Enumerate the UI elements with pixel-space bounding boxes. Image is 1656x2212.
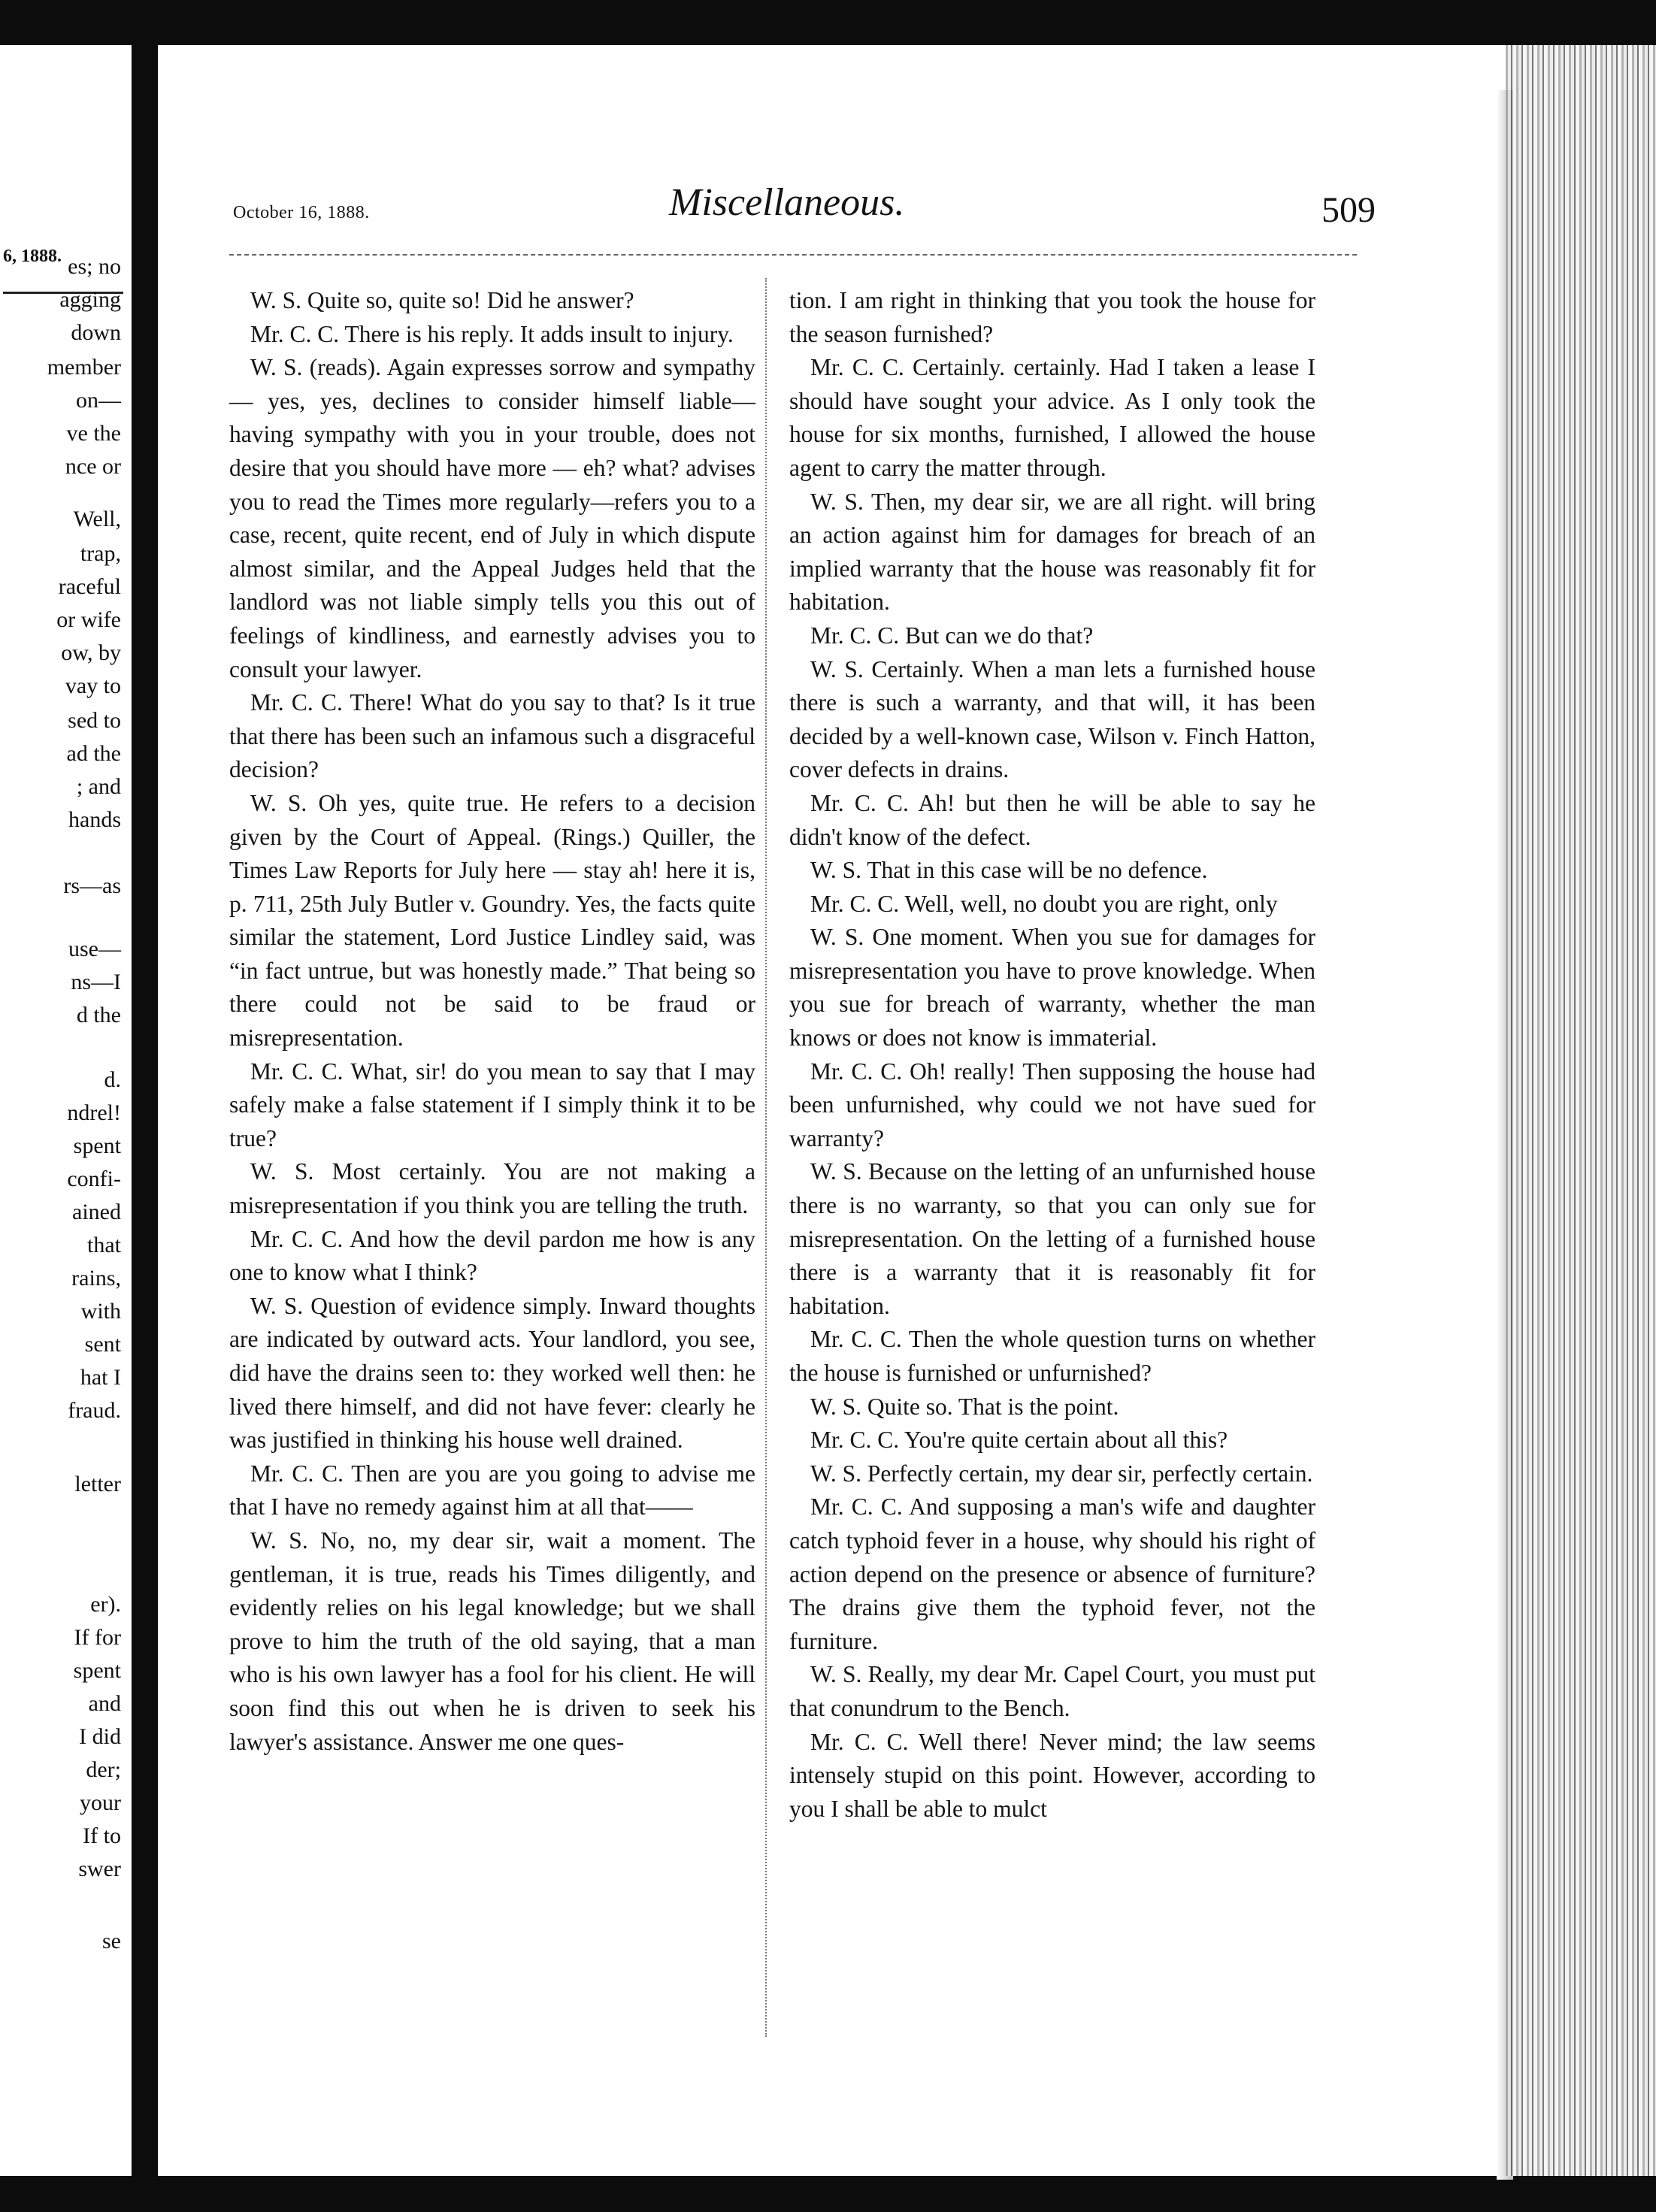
paragraph: Mr. C. C. And how the devil pardon me how is any one to know what I think? xyxy=(229,1225,755,1286)
previous-page-line: ained xyxy=(72,1200,121,1224)
scan-border-bottom xyxy=(0,2176,1656,2212)
previous-page-date: 6, 1888. xyxy=(3,247,62,266)
previous-page-line: ow, by xyxy=(61,640,121,665)
previous-page-line: and xyxy=(88,1691,121,1716)
paragraph: Mr. C. C. Then are you are you going to advise me that I have no remedy against him at all that—— xyxy=(229,1460,755,1521)
page-header xyxy=(233,180,1376,241)
page-number: 509 xyxy=(1321,190,1376,230)
previous-page-line: agging xyxy=(59,287,121,312)
paragraph: Mr. C. C. Oh! really! Then supposing the house had been unfurnished, why could we not have sued for warranty? xyxy=(789,1058,1315,1151)
previous-page-line: letter xyxy=(74,1472,121,1496)
previous-page-line: hat I xyxy=(80,1365,121,1390)
previous-page-line: confi- xyxy=(67,1167,121,1191)
previous-page-line: raceful xyxy=(58,574,121,599)
previous-page-line: se xyxy=(102,1929,121,1953)
paragraph: tion. I am right in thinking that you took the house for the season furnished? xyxy=(789,287,1315,347)
header-rule xyxy=(229,254,1357,256)
paragraph: Mr. C. C. You're quite certain about all this? xyxy=(810,1427,1228,1454)
previous-page-line: fraud. xyxy=(68,1398,121,1423)
previous-page-line: or wife xyxy=(56,607,121,632)
previous-page-line: with xyxy=(80,1299,121,1324)
paragraph: W. S. One moment. When you sue for damages for misrepresentation you have to prove knowledge. When you sue for breach of warranty, whether the man knows or does not know is immaterial. xyxy=(789,924,1315,1052)
paragraph: Mr. C. C. There is his reply. It adds insult to injury. xyxy=(250,320,734,347)
scan-border-top xyxy=(0,0,1656,45)
paragraph: Mr. C. C. But can we do that? xyxy=(810,622,1094,649)
paragraph: Mr. C. C. Well, well, no doubt you are right, only xyxy=(810,890,1278,917)
previous-page-line: rains, xyxy=(71,1266,121,1291)
paragraph: W. S. Oh yes, quite true. He refers to a decision given by the Court of Appeal. (Rings.) Quiller, the Times Law Reports for July here — stay ah! here it is, p. 711, 25th July Butler v. Goundry. Yes, the facts quite similar the statement, Lord Justice Lindley said, was “in fact untrue, but was honestly made.” That being so there could not be said to be fraud or misrepresentation. xyxy=(229,789,755,1052)
running-date: October 16, 1888. xyxy=(233,203,370,222)
paragraph: W. S. Most certainly. You are not making a misrepresentation if you think you are telling the truth. xyxy=(229,1158,755,1219)
previous-page-line: d. xyxy=(104,1067,121,1092)
previous-page-line: use— xyxy=(68,937,121,961)
previous-page-line: es; no xyxy=(68,254,121,279)
paragraph: Mr. C. C. Certainly. certainly. Had I taken a lease I should have sought your advice. As I only took the house for six months, furnished, I allowed the house agent to carry the matter through. xyxy=(789,354,1315,481)
previous-page-line: spent xyxy=(73,1133,121,1158)
previous-page-line: spent xyxy=(73,1658,121,1683)
previous-page-line: your xyxy=(80,1790,121,1815)
paragraph: W. S. (reads). Again expresses sorrow and sympathy — yes, yes, declines to consider himself liable—having sympathy with you in your trouble, does not desire that you should have more — eh? what? advises you to read the Times more regularly—refers you to a case, recent, quite recent, end of July in which dispute almost similar, and the Appeal Judges held that the landlord was not liable simply tells you this out of feelings of kindliness, and earnestly advises you to consult your lawyer. xyxy=(229,354,755,682)
previous-page-line: hands xyxy=(68,807,121,832)
previous-page-line: member xyxy=(47,355,121,380)
column-divider xyxy=(765,278,767,2037)
paragraph: Mr. C. C. There! What do you say to that? Is it true that there has been such an infamous such a disgraceful decision? xyxy=(229,689,755,783)
previous-page-line: swer xyxy=(78,1856,121,1881)
paragraph: W. S. Then, my dear sir, we are all right. will bring an action against him for damages for breach of an implied warranty that the house was reasonably fit for habitation. xyxy=(789,488,1315,616)
previous-page-line: Well, xyxy=(73,507,121,531)
previous-page-fragment xyxy=(0,45,142,2176)
paragraph: W. S. Quite so. That is the point. xyxy=(810,1393,1119,1420)
previous-page-line: d the xyxy=(76,1003,121,1027)
paragraph: W. S. Really, my dear Mr. Capel Court, you must put that conundrum to the Bench. xyxy=(789,1661,1315,1721)
previous-page-line: I did xyxy=(79,1724,121,1749)
previous-page-line: If to xyxy=(83,1823,121,1848)
previous-page-line: nce or xyxy=(65,454,121,479)
previous-page-line: rs—as xyxy=(63,873,121,898)
previous-page-line: ns—I xyxy=(71,970,121,994)
previous-page-line: ve the xyxy=(66,421,121,446)
previous-page-line: sent xyxy=(84,1332,121,1357)
previous-page-line: If for xyxy=(74,1625,121,1650)
paragraph: W. S. That in this case will be no defence. xyxy=(810,857,1208,884)
previous-page-line: vay to xyxy=(65,673,121,698)
previous-page-line: down xyxy=(71,320,121,345)
paragraph: Mr. C. C. What, sir! do you mean to say that I may safely make a false statement if I simply think it to be true? xyxy=(229,1058,755,1151)
previous-page-line: on— xyxy=(76,388,121,413)
previous-page-line: ; and xyxy=(76,774,121,799)
paragraph: Mr. C. C. Ah! but then he will be able to say he didn't know of the defect. xyxy=(789,789,1315,850)
paragraph: Mr. C. C. And supposing a man's wife and daughter catch typhoid fever in a house, why should his right of action depend on the presence or absence of furniture? The drains give them the typhoid fever, not the furniture. xyxy=(789,1493,1315,1654)
previous-page-line: er). xyxy=(90,1592,121,1617)
paragraph: Mr. C. C. Well there! Never mind; the law seems intensely stupid on this point. However, according to you I shall be able to mulct xyxy=(789,1728,1315,1822)
paragraph: Mr. C. C. Then the whole question turns on whether the house is furnished or unfurnished? xyxy=(789,1326,1315,1386)
page-spine-noise xyxy=(1506,45,1656,2176)
paragraph: W. S. Certainly. When a man lets a furnished house there is such a warranty, and that will, it has been decided by a well-known case, Wilson v. Finch Hatton, cover defects in drains. xyxy=(789,655,1315,783)
right-column xyxy=(789,284,1315,1826)
paragraph: W. S. Question of evidence simply. Inward thoughts are indicated by outward acts. Your landlord, you see, did have the drains seen to: they worked well then: he lived there himself, and did not have fever: clearly he was justified in thinking his house well drained. xyxy=(229,1292,755,1454)
paragraph: W. S. Perfectly certain, my dear sir, perfectly certain. xyxy=(810,1460,1313,1487)
paragraph: W. S. Because on the letting of an unfurnished house there is no warranty, so that you can only sue for misrepresentation. On the letting of a furnished house there is a warranty that it is reasonably fit for habitation. xyxy=(789,1158,1315,1319)
previous-page-line: ad the xyxy=(66,741,121,766)
previous-page-line: trap, xyxy=(80,541,121,566)
previous-page-line: sed to xyxy=(68,708,121,733)
previous-page-line: ndrel! xyxy=(67,1100,121,1125)
paragraph: W. S. No, no, my dear sir, wait a moment. The gentleman, it is true, reads his Times diligently, and evidently relies on his legal knowledge; but we shall prove to him the truth of the old saying, that a man who is his own lawyer has a fool for his client. He will soon find this out when he is driven to seek his lawyer's assistance. Answer me one ques- xyxy=(229,1527,755,1755)
previous-page-line: der; xyxy=(86,1757,121,1782)
previous-page-line: that xyxy=(87,1233,121,1257)
running-title: Miscellaneous. xyxy=(669,181,905,224)
paragraph: W. S. Quite so, quite so! Did he answer? xyxy=(250,287,634,313)
left-column xyxy=(229,284,755,1759)
